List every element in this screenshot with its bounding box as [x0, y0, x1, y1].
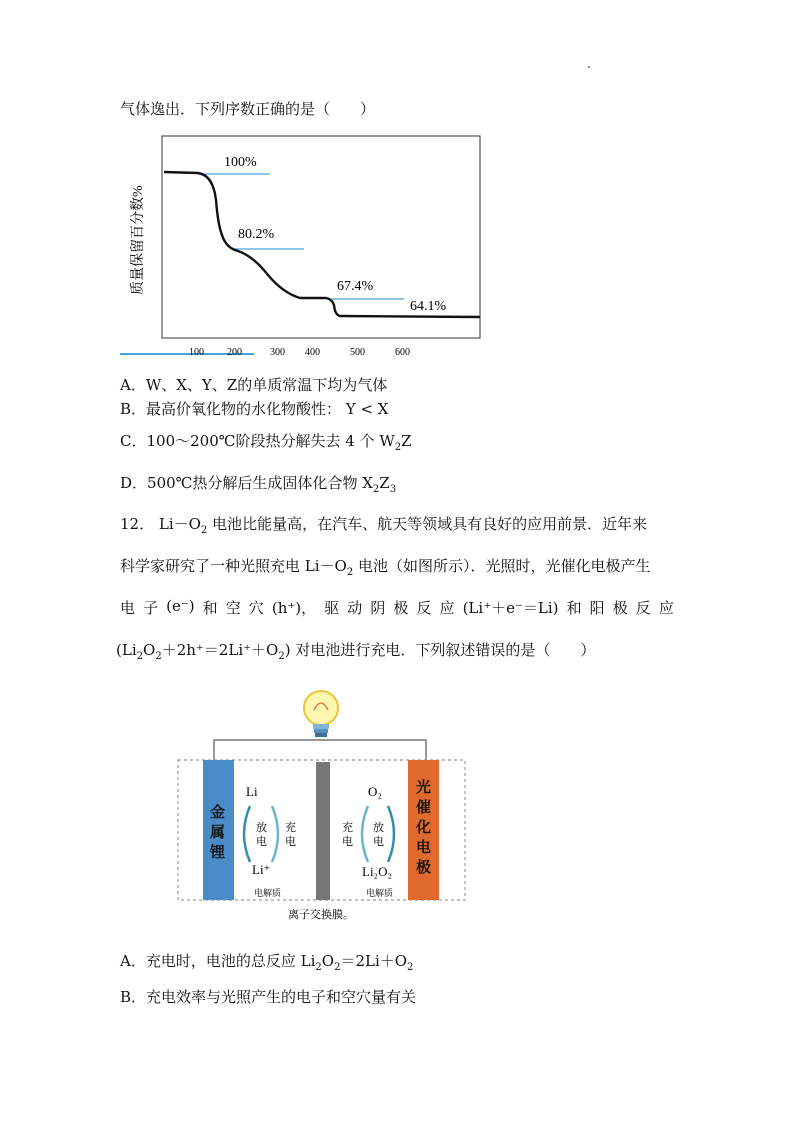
q11-option-d: D．500℃热分解后生成固体化合物 $X_2Z_3$ — [120, 474, 397, 495]
annotation-67: 67.4% — [337, 279, 374, 294]
electrolyte-right: 电解质 — [366, 888, 394, 898]
right-electrode-char-5: 极 — [416, 860, 432, 876]
chart-ylabel: 质量保留百分数% — [131, 185, 146, 295]
right-charge-arrow — [362, 806, 368, 862]
right-electrode-char-1: 光 — [416, 780, 432, 796]
left-electrode-char-3: 锂 — [210, 845, 226, 861]
q12-option-b: B．充电效率与光照产生的电子和空穴量有关 — [120, 988, 417, 1006]
lightbulb-icon — [304, 691, 338, 737]
q12-option-a: A．充电时，电池的总反应 $Li_2O_2=2Li+O_2$ — [120, 952, 414, 973]
right-discharge-2: 电 — [373, 836, 384, 848]
right-discharge-1: 放 — [373, 822, 384, 834]
li2o2-label: Li₂O₂ — [362, 864, 393, 879]
q11-intro: 气体逸出．下列序数正确的是（ ） — [120, 100, 376, 118]
membrane-label: 离子交换膜。 — [288, 909, 354, 921]
q12-line-3: 电 子 (e⁻) 和 空 穴 (h⁺)， 驱 动 阴 极 反 应 (Li⁺＋e⁻＝Li) 和 阳 极 反 应 — [120, 597, 674, 617]
x-tick-100: 100 — [189, 347, 204, 358]
li-label: Li — [246, 784, 258, 799]
tga-chart — [118, 130, 488, 360]
x-tick-500: 500 — [350, 347, 365, 358]
left-charge-arrow — [272, 806, 278, 862]
right-electrode-char-2: 催 — [416, 800, 432, 816]
left-electrode-char-1: 金 — [210, 805, 226, 821]
right-electrode-char-4: 电 — [416, 840, 432, 856]
x-tick-300: 300 — [270, 347, 285, 358]
o2-label: O₂ — [368, 784, 382, 799]
tga-curve — [164, 172, 480, 317]
battery-diagram — [170, 684, 480, 928]
q12-line-1: 12． $Li-O_2$ 电池比能量高，在汽车、航天等领域具有良好的应用前景．近年来 — [120, 515, 648, 536]
left-discharge-2: 电 — [256, 836, 267, 848]
ion-exchange-membrane — [316, 762, 330, 900]
right-electrode-char-3: 化 — [416, 820, 432, 836]
annotation-80: 80.2% — [238, 227, 275, 242]
left-charge-1: 充 — [285, 822, 296, 834]
left-discharge-1: 放 — [256, 822, 267, 834]
x-tick-400: 400 — [305, 347, 320, 358]
x-tick-600: 600 — [395, 347, 410, 358]
q11-option-b: B．最高价氧化物的水化物酸性： Y < X — [120, 400, 389, 418]
right-discharge-arrow — [388, 806, 394, 862]
q11-option-a: A．W、X、Y、Z的单质常温下均为气体 — [120, 376, 388, 394]
page-mark — [588, 66, 590, 68]
electrolyte-left: 电解质 — [254, 888, 282, 898]
q11-option-c: C．100～200℃阶段热分解失去 4 个 $W_2Z$ — [120, 432, 412, 453]
left-electrode-char-2: 属 — [210, 825, 226, 841]
left-charge-2: 电 — [285, 836, 296, 848]
right-charge-2: 电 — [342, 836, 353, 848]
annotation-100: 100% — [224, 155, 257, 170]
left-discharge-arrow — [244, 806, 250, 862]
right-charge-1: 充 — [342, 822, 353, 834]
q12-line-2: 科学家研究了一种光照充电 $Li-O_2$ 电池（如图所示）．光照时，光催化电极产生 — [120, 557, 651, 578]
x-tick-200: 200 — [227, 347, 242, 358]
q12-line-4: $(Li_2O_2+2h^+=2Li^++O_2)$ 对电池进行充电．下列叙述错误的是（ ） — [116, 641, 596, 662]
annotation-64: 64.1% — [410, 299, 447, 314]
li-ion-label: Li⁺ — [252, 862, 271, 877]
circuit-wire — [214, 740, 426, 760]
